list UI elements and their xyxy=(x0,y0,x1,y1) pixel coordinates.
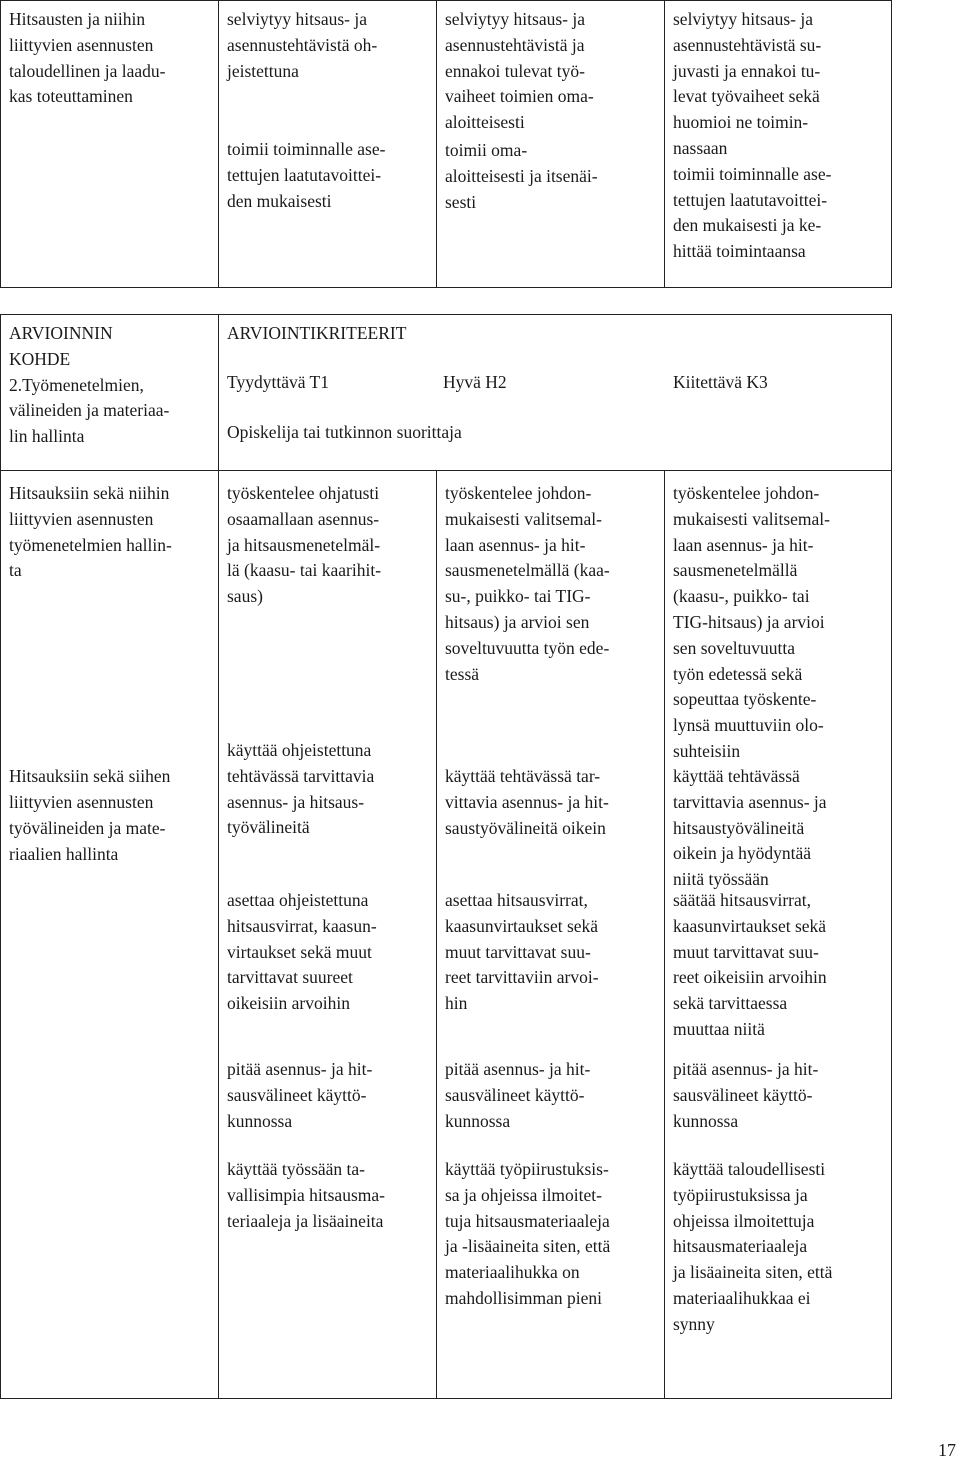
header-target-cell xyxy=(1,315,219,471)
assessment-target-label: ARVIOINNIN KOHDE xyxy=(9,323,113,369)
h2-criterion-materials: käyttää työpiirustuksis- sa ja ohjeissa ilmoitet- tuja hitsausmateriaaleja ja -lisäaineita siten, että materiaalihukka on mahdollisimman pieni xyxy=(445,1159,611,1308)
t1-criterion-settings: asettaa ohjeistettuna hitsausvirrat, kaasun- virtaukset sekä muut tarvittavat suureet oikeisiin arvoihin xyxy=(227,890,377,1014)
criterion-h2-1: selviytyy hitsaus- ja asennustehtävistä ja ennakoi tulevat työ- vaiheet toimien oma- aloitteisesti xyxy=(445,9,594,133)
h2-criterion-tools: käyttää tehtävässä tar- vittavia asennus- ja hit- saustyövälineitä oikein xyxy=(445,766,609,838)
t1-criterion-materials: käyttää työssään ta- vallisimpia hitsausma- teriaaleja ja lisäaineita xyxy=(227,1159,385,1231)
page-number: 17 xyxy=(938,1440,956,1460)
k3-criterion-settings: säätää hitsausvirrat, kaasunvirtaukset sekä muut tarvittavat suu- reet oikeisiin arvoihin sekä tarvittaessa muuttaa niitä xyxy=(673,890,827,1039)
t1-criterion-tools: käyttää ohjeistettuna tehtävässä tarvittavia asennus- ja hitsaus- työvälineitä xyxy=(227,740,375,838)
assessment-target-name: 2.Työmenetelmien, välineiden ja materiaa- lin hallinta xyxy=(9,374,170,447)
level-t1-cell xyxy=(219,1,437,288)
criterion-h2-2: toimii oma- aloitteisesti ja itsenäi- sesti xyxy=(445,139,598,212)
k3-criterion-maintenance: pitää asennus- ja hit- sausvälineet käyttö- kunnossa xyxy=(673,1059,819,1131)
targets-cell xyxy=(1,471,219,1399)
level-k3-column xyxy=(665,471,892,1399)
h2-criterion-settings: asettaa hitsausvirrat, kaasunvirtaukset sekä muut tarvittavat suu- reet tarvittaviin arvoi- hin xyxy=(445,890,599,1014)
target-work-methods: Hitsauksiin sekä niihin liittyvien asennusten työmenetelmien hallin- ta xyxy=(9,483,172,581)
level-h2-column xyxy=(437,471,665,1399)
criterion-k3-2: toimii toiminnalle ase- tettujen laatutavoittei- den mukaisesti ja ke- hittää toimintaansa xyxy=(673,163,832,262)
level-h2-label: Hyvä H2 xyxy=(443,371,507,392)
assessment-target-cell xyxy=(1,1,219,288)
level-k3-cell xyxy=(665,1,892,288)
criterion-t1-1: selviytyy hitsaus- ja asennustehtävistä oh- jeistettuna xyxy=(227,9,378,81)
t1-criterion-methods: työskentelee ohjatusti osaamallaan asennus- ja hitsausmenetelmäl- lä (kaasu- tai kaarihit- saus) xyxy=(227,483,382,607)
k3-criterion-tools: käyttää tehtävässä tarvittavia asennus- ja hitsaustyövälineitä oikein ja hyödyntää niitä työssään xyxy=(673,766,827,890)
levels-row xyxy=(227,370,883,396)
target-tools-materials: Hitsauksiin sekä siihen liittyvien asennusten työvälineiden ja mate- riaalien hallinta xyxy=(9,766,171,864)
criterion-t1-2: toimii toiminnalle ase- tettujen laatutavoittei- den mukaisesti xyxy=(227,139,386,211)
level-t1-label: Tyydyttävä T1 xyxy=(227,371,329,392)
k3-criterion-materials: käyttää taloudellisesti työpiirustuksissa ja ohjeissa ilmoitettuja hitsausmateriaaleja ja lisäaineita siten, että materiaalihukkaa ei synny xyxy=(673,1159,833,1334)
criterion-k3-1: selviytyy hitsaus- ja asennustehtävistä su- juvasti ja ennakoi tu- levat työvaiheet sekä huomioi ne toimin- nassaan xyxy=(673,9,822,158)
k3-criterion-methods: työskentelee johdon- mukaisesti valitsemal- laan asennus- ja hit- sausmenetelmällä (kaasu-, puikko- tai TIG-hitsaus) ja arvioi sen soveltuvuutta työn edetessä sekä sopeuttaa työskente- lynsä muuttuviin olo- suhteisiin xyxy=(673,483,830,761)
level-k3-label: Kiitettävä K3 xyxy=(673,371,768,392)
criteria-header-cell xyxy=(219,315,892,471)
header-row xyxy=(1,315,892,471)
criteria-body-row xyxy=(1,471,892,1399)
level-h2-cell xyxy=(437,1,665,288)
h2-criterion-methods: työskentelee johdon- mukaisesti valitsemal- laan asennus- ja hit- sausmenetelmällä (kaa- su-, puikko- tai TIG- hitsaus) ja arvioi sen soveltuvuutta työn ede- tessä xyxy=(445,483,610,684)
t1-criterion-maintenance: pitää asennus- ja hit- sausvälineet käyttö- kunnossa xyxy=(227,1059,373,1131)
assessment-target-text: Hitsausten ja niihin liittyvien asennusten taloudellinen ja laadu- kas toteuttaminen xyxy=(9,9,166,107)
h2-criterion-maintenance: pitää asennus- ja hit- sausvälineet käyttö- kunnossa xyxy=(445,1059,591,1131)
criteria-table-continued xyxy=(0,0,892,288)
criteria-table xyxy=(0,314,892,1399)
criteria-label: ARVIOINTIKRITEERIT xyxy=(227,323,407,343)
level-t1-column xyxy=(219,471,437,1399)
performer-label: Opiskelija tai tutkinnon suorittaja xyxy=(227,421,462,442)
